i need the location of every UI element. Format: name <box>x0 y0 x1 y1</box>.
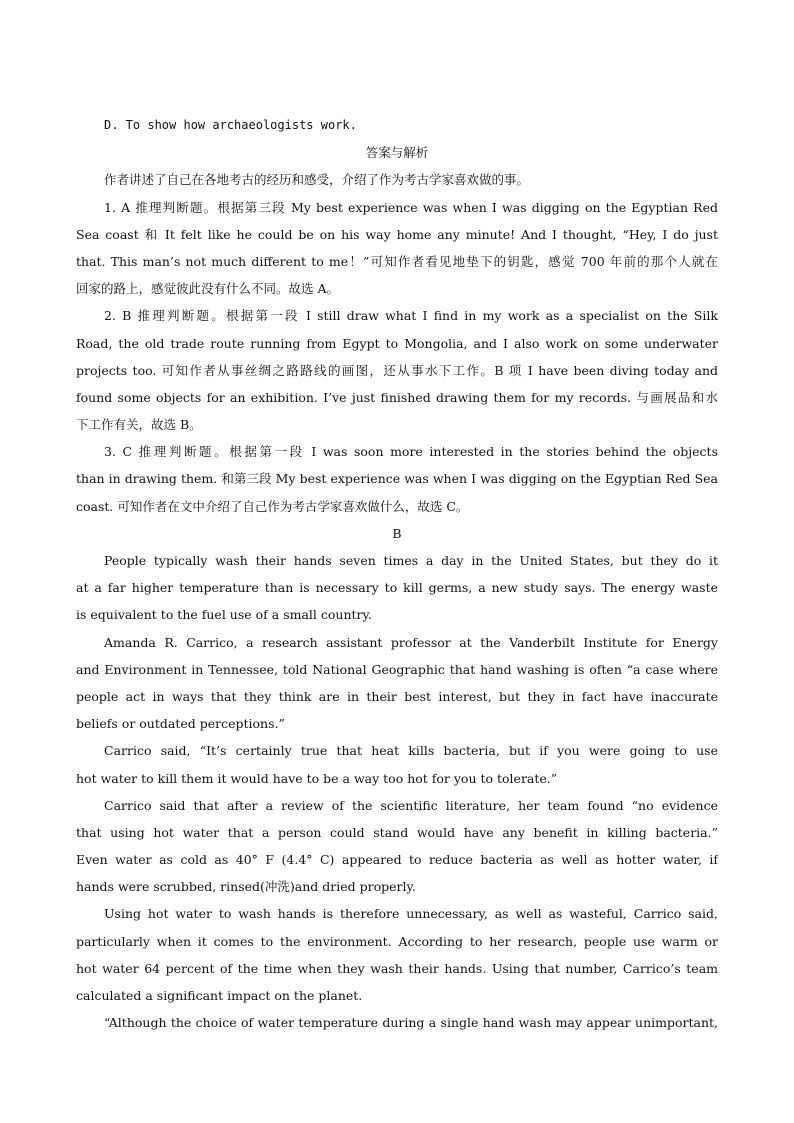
answer-2-line: 下工作有关，故选 B。 <box>76 417 202 433</box>
document-page <box>76 112 718 1036</box>
answer-2-line: projects too. 可知作者从事丝绸之路路线的画图，还从事水下工作。B 项 I have been diving today and <box>76 362 718 378</box>
passage-line: is equivalent to the fuel use of a small country. <box>76 607 372 623</box>
answer-1-line: Sea coast 和 It felt like he could be on his way home any minute! And I thought, “Hey, I do just <box>76 226 718 242</box>
passage-line: Carrico said that after a review of the scientific literature, her team found “no evidence <box>104 797 718 813</box>
answer-2-line: 2. B 推理判断题。根据第一段 I still draw what I find in my work as a specialist on the Silk <box>104 308 718 324</box>
answer-3-line: coast. 可知作者在文中介绍了自己作为考古学家喜欢做什么，故选 C。 <box>76 498 469 514</box>
answer-1-line: that. This man’s not much different to me！”可知作者看见地垫下的钥匙，感觉 700 年前的那个人就在 <box>76 253 718 269</box>
passage-line: Even water as cold as 40° F (4.4° C) appeared to reduce bacteria as well as hotter water, if <box>76 852 718 868</box>
answer-1-line: 回家的路上，感觉彼此没有什么不同。故选 A。 <box>76 281 340 297</box>
answer-1-line: 1. A 推理判断题。根据第三段 My best experience was when I was digging on the Egyptian Red <box>104 199 718 215</box>
passage-line: and Environment in Tennessee, told National Geographic that hand washing is often “a case where <box>76 661 718 677</box>
answer-2-line: Road, the old trade route running from Egypt to Mongolia, and I also work on some underwater <box>76 335 718 351</box>
passage-line: beliefs or outdated perceptions.” <box>76 716 285 732</box>
passage-line: Carrico said, “It’s certainly true that heat kills bacteria, but if you were going to use <box>104 743 718 759</box>
passage-line: hot water 64 percent of the time when they wash their hands. Using that number, Carrico’s team <box>76 960 718 976</box>
passage-line: that using hot water that a person could stand would have any benefit in killing bacteria.” <box>76 824 718 840</box>
answer-3-line: 3. C 推理判断题。根据第一段 I was soon more interested in the stories behind the objects <box>104 444 718 460</box>
passage-line: Amanda R. Carrico, a research assistant professor at the Vanderbilt Institute for Energy <box>104 634 718 650</box>
answer-2-line: found some objects for an exhibition. I’ve just finished drawing them for my records. 与画展品和水 <box>76 389 718 405</box>
passage-line: hands were scrubbed, rinsed(冲洗)and dried properly. <box>76 879 416 895</box>
answer-heading: 答案与解析 <box>365 145 429 161</box>
passage-line: calculated a significant impact on the planet. <box>76 988 363 1003</box>
answer-3-line: than in drawing them. 和第三段 My best experience was when I was digging on the Egyptian Red Sea <box>76 471 718 487</box>
option-d: D. To show how archaeologists work. <box>104 118 357 132</box>
passage-line: particularly when it comes to the environment. According to her research, people use warm or <box>76 933 718 949</box>
passage-line: at a far higher temperature than is necessary to kill germs, a new study says. The energy waste <box>76 580 718 596</box>
passage-line: Using hot water to wash hands is therefore unnecessary, as well as wasteful, Carrico said, <box>104 906 718 922</box>
passage-line: hot water to kill them it would have to be a way too hot for you to tolerate.” <box>76 770 558 786</box>
section-b-heading: B <box>392 525 402 541</box>
passage-line: “Although the choice of water temperature during a single hand wash may appear unimportant, <box>104 1015 718 1031</box>
passage-line: people act in ways that they think are in their best interest, but they in fact have inaccurate <box>76 688 718 704</box>
answer-intro: 作者讲述了自己在各地考古的经历和感受，介绍了作为考古学家喜欢做的事。 <box>104 172 530 188</box>
passage-line: People typically wash their hands seven times a day in the United States, but they do it <box>104 553 718 568</box>
